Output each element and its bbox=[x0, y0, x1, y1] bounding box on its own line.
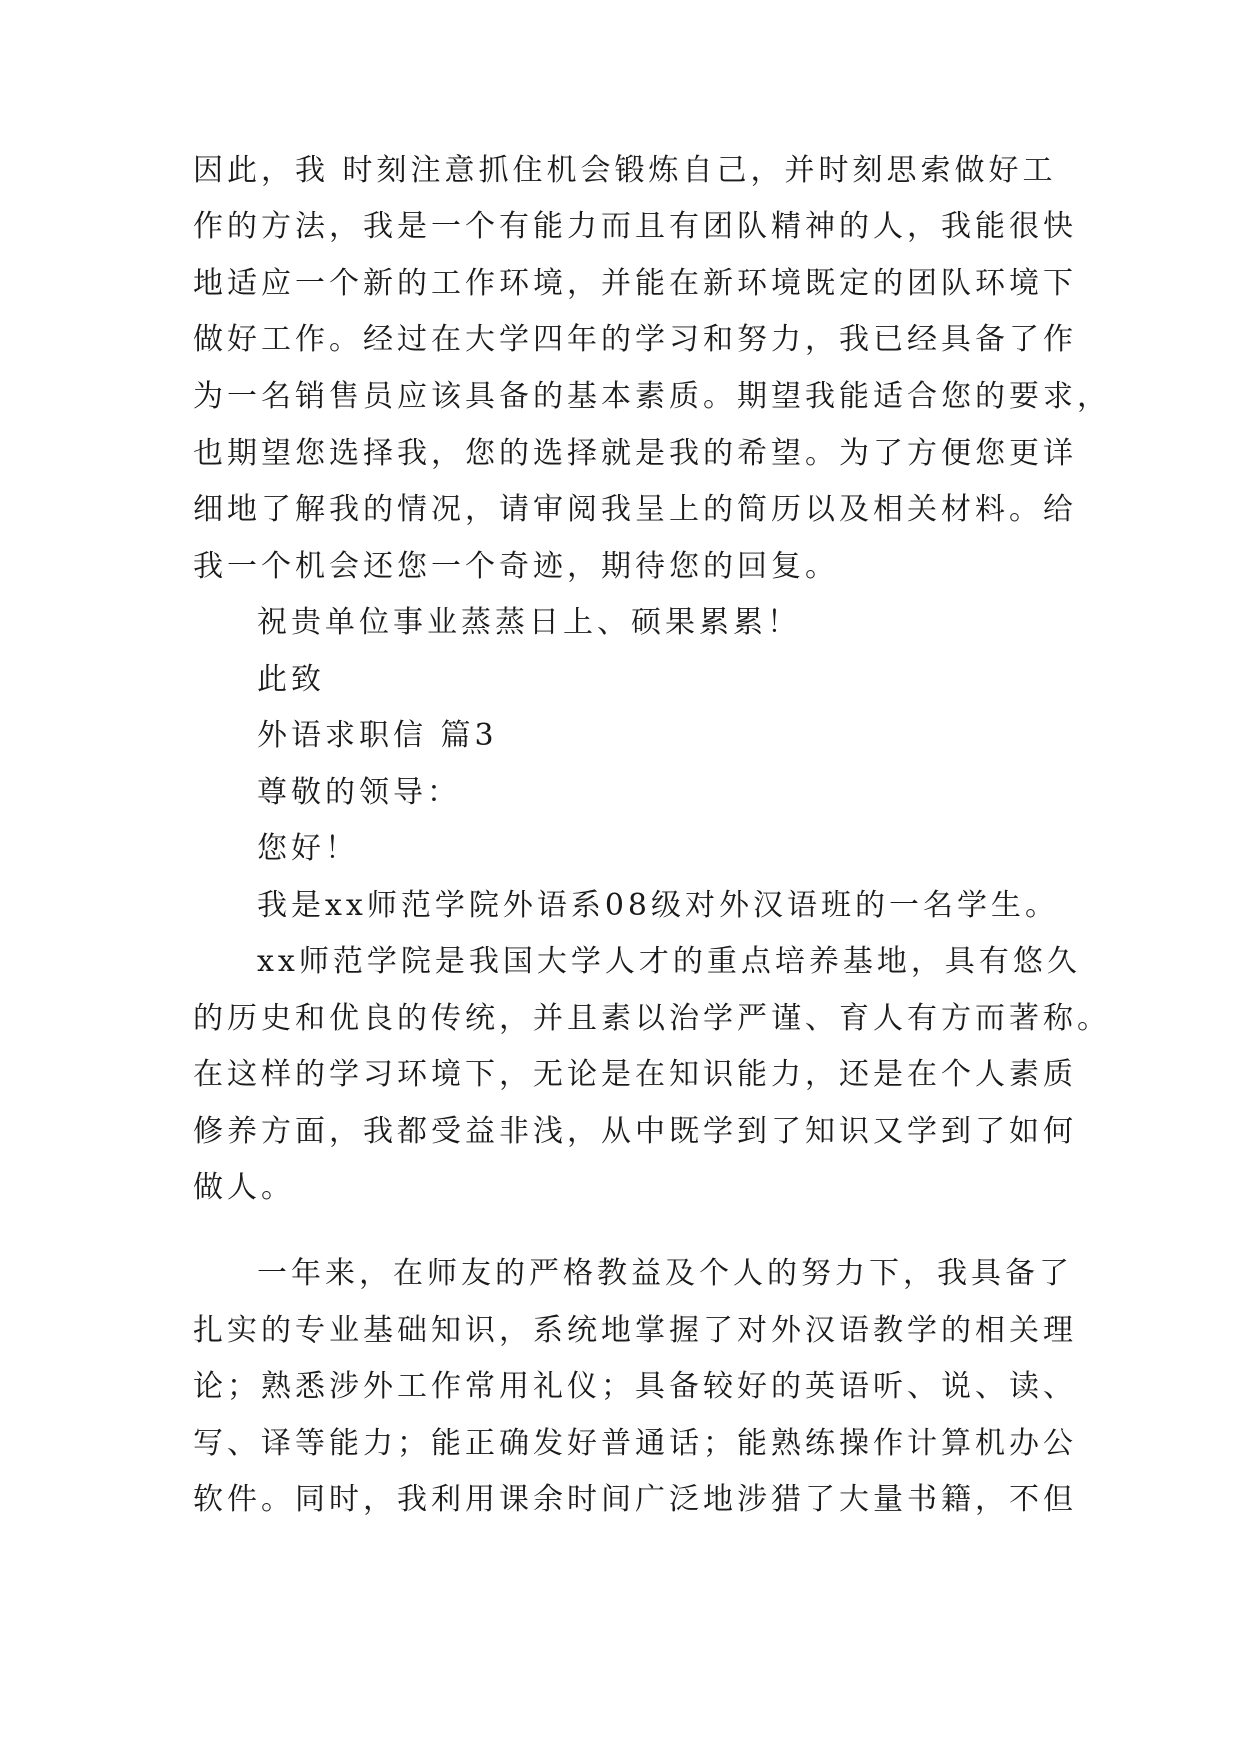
paragraph-line: 在这样的学习环境下，无论是在知识能力，还是在个人素质 bbox=[193, 1057, 1077, 1092]
paragraph-line: 作的方法，我是一个有能力而且有团队精神的人，我能很快 bbox=[193, 209, 1077, 244]
paragraph-line: 地适应一个新的工作环境，并能在新环境既定的团队环境下 bbox=[193, 266, 1077, 301]
paragraph-line: 做人。 bbox=[193, 1170, 295, 1205]
paragraph-line: 一年来，在师友的严格教益及个人的努力下，我具备了 bbox=[257, 1256, 1073, 1291]
paragraph-line: 做好工作。经过在大学四年的学习和努力，我已经具备了作 bbox=[193, 322, 1077, 357]
paragraph-line: 的历史和优良的传统，并且素以治学严谨、育人有方而著称。 bbox=[193, 1001, 1111, 1036]
paragraph-line: 扎实的专业基础知识，系统地掌握了对外汉语教学的相关理 bbox=[193, 1313, 1077, 1348]
paragraph-line: xx师范学院是我国大学人才的重点培养基地，具有悠久 bbox=[257, 944, 1081, 979]
paragraph-line: 也期望您选择我，您的选择就是我的希望。为了方便您更详 bbox=[193, 436, 1077, 471]
paragraph-line: 我一个机会还您一个奇迹，期待您的回复。 bbox=[193, 549, 839, 584]
paragraph-line: 细地了解我的情况，请审阅我呈上的简历以及相关材料。给 bbox=[193, 492, 1077, 527]
salutation-line: 尊敬的领导： bbox=[257, 775, 461, 810]
greeting-line: 祝贵单位事业蒸蒸日上、硕果累累！ bbox=[257, 605, 801, 640]
paragraph-line: 写、译等能力；能正确发好普通话；能熟练操作计算机办公 bbox=[193, 1426, 1077, 1461]
paragraph-line: 因此，我 时刻注意抓住机会锻炼自己，并时刻思索做好工 bbox=[193, 153, 1057, 188]
closing-line: 此致 bbox=[257, 662, 325, 697]
section-heading: 外语求职信 篇3 bbox=[257, 718, 498, 753]
paragraph-line: 我是xx师范学院外语系08级对外汉语班的一名学生。 bbox=[257, 888, 1060, 923]
paragraph-line: 修养方面，我都受益非浅，从中既学到了知识又学到了如何 bbox=[193, 1114, 1077, 1149]
greeting-line: 您好！ bbox=[257, 831, 359, 866]
paragraph-line: 为一名销售员应该具备的基本素质。期望我能适合您的要求， bbox=[193, 379, 1111, 414]
paragraph-line: 软件。同时，我利用课余时间广泛地涉猎了大量书籍，不但 bbox=[193, 1482, 1077, 1517]
paragraph-line: 论；熟悉涉外工作常用礼仪；具备较好的英语听、说、读、 bbox=[193, 1369, 1077, 1404]
